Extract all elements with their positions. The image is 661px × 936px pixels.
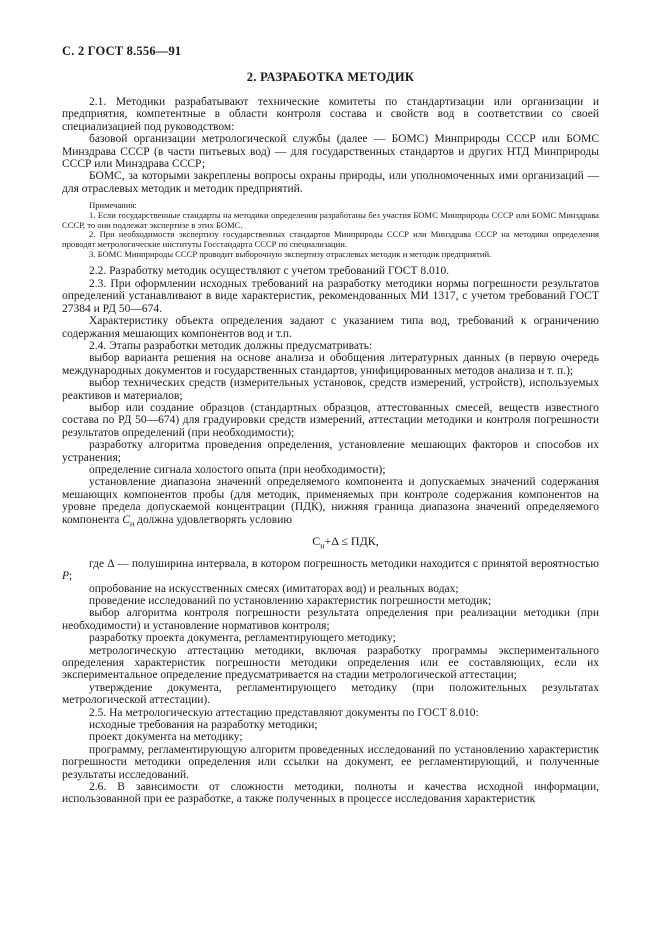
paragraph-2-4-a: выбор варианта решения на основе анализа и обобщения литературных данных (в первую очередь международных документов и государственных стандартов, унифицированных методов анализа и т. п.); (62, 352, 599, 377)
paragraph-2-3: 2.3. При оформлении исходных требований на разработку методики нормы погрешности результатов определений устанавливают в виде характеристик, рекомендованных МИ 1317, с учетом требований ГОСТ 27384 и РД 50—674. (62, 277, 599, 315)
paragraph-2-1: 2.1. Методики разрабатывают технические комитеты по стандартизации или организации и предприятия, компетентные в области контроля состава и свойств вод в соответствии со своей специализацией под руководством: (62, 96, 599, 133)
section-title: 2. РАЗРАБОТКА МЕТОДИК (246, 70, 415, 84)
paragraph-2-2: 2.2. Разработку методик осуществляют с учетом требований ГОСТ 8.010. (89, 265, 450, 278)
paragraph-2-4-f (62, 476, 599, 530)
paragraph-2-4-g-text: где Δ — полуширина интервала, в котором погрешность методики находится с принятой вероятностью (89, 557, 599, 570)
paragraph-2-4: 2.4. Этапы разработки методик должны предусматривать: (89, 339, 373, 352)
paragraph-2-4-e: определение сигнала холостого опыта (при необходимости); (89, 463, 386, 476)
paragraph-2-5: 2.5. На метрологическую аттестацию представляют документы по ГОСТ 8.010: (89, 706, 479, 719)
formula-c: С (312, 534, 321, 549)
paragraph-2-1-b: БОМС, за которыми закреплены вопросы охраны природы, или уполномоченных ими организаций — для отраслевых методик и методик предприятий. (62, 170, 599, 195)
paragraph-2-4-f-text: установление диапазона значений определяемого компонента и допускаемых значений содержания мешающих компонентов пробы (для методик, применяемых при контроле содержания компонентов на уровне предела допускаемой концентрации (ПДК), нижняя граница диапазона значений определяемого компонента (62, 476, 599, 526)
formula-rest: +Δ ≤ ПДК, (324, 534, 379, 549)
note-1: 1. Если государственные стандарты на методики определения разработаны без участия БОМС Минприроды СССР или БОМС Минздрава СССР, то они подлежат экспертизе в этих БОМС. (62, 209, 599, 230)
paragraph-2-4-f-end: должна удовлетворять условию (137, 513, 292, 526)
paragraph-2-1-a: базовой организации метрологической службы (далее — БОМС) Минприроды СССР или БОМС Минздрава СССР (в части питьевых вод) — для государственных стандартов и других НТД Минприроды СССР или Минздрава СССР; (62, 133, 599, 171)
paragraph-2-4-j: выбор алгоритма контроля погрешности результата определения при реализации методики (при необходимости) и установление нормативов контроля; (62, 607, 599, 632)
paragraph-2-4-c: выбор или создание образцов (стандартных образцов, аттестованных смесей, веществ известного состава по РД 50—674) для градуировки средств измерений, аттестации методики и контроля погрешности результатов определений (при необходимости); (62, 401, 599, 439)
symbol-p: P (62, 570, 70, 583)
paragraph-2-5-b: проект документа на методику; (89, 731, 243, 744)
paragraph-2-4-h: опробование на искусственных смесях (имитаторах вод) и реальных водах; (89, 582, 459, 595)
paragraph-2-4-d: разработку алгоритма проведения определения, установление мешающих факторов и способов их устранения; (62, 439, 599, 464)
paragraph-2-3-a: Характеристику объекта определения задают с указанием типа вод, требований к ограничению содержания мешающих компонентов вод и т.п. (62, 315, 599, 340)
paragraph-2-4-b: выбор технических средств (измерительных установок, средств измерений, устройств), используемых реактивов и материалов; (62, 377, 599, 402)
paragraph-2-4-m: утверждение документа, регламентирующего методику (при положительных результатах метрологической аттестации). (62, 681, 599, 707)
symbol-c-subscript: н (129, 518, 135, 528)
paragraph-2-4-g (62, 558, 599, 583)
paragraph-2-4-i: проведение исследований по установлению характеристик погрешности методик; (89, 594, 492, 607)
paragraph-2-5-a: исходные требования на разработку методики; (89, 718, 318, 731)
paragraph-2-5-c: программу, регламентирующую алгоритм проведенных исследований по установлению характеристик погрешности методики определения или ссылки на документ, ее регламентирующий, и полученные результаты исследований. (62, 743, 599, 781)
note-3: 3. БОМС Минприроды СССР проводит выборочную экспертизу отраслевых методик и методик предприятий. (89, 248, 492, 259)
symbol-c: С (122, 513, 130, 526)
formula-subscript: н (320, 541, 325, 551)
formula-condition (62, 532, 599, 555)
paragraph-2-6: 2.6. В зависимости от сложности методики, полноты и качества исходной информации, использованной при ее разработке, а также полученных в процессе исследования характеристик (62, 781, 599, 806)
notes-title: Примечания: (89, 200, 137, 211)
paragraph-2-4-k: разработку проекта документа, регламентирующего методику; (89, 632, 396, 645)
document-body (62, 96, 599, 806)
paragraph-2-4-l: метрологическую аттестацию методики, включая разработку программы экспериментального определения характеристик погрешности методики определения или ее составляющих, если их экспериментальное определение предусматривается на стадии метрологической аттестации; (62, 644, 599, 682)
paragraph-2-4-g-end: ; (69, 570, 73, 583)
note-2: 2. При необходимости экспертизу государственных стандартов Минприроды СССР или Минздрава СССР на методики определения проводят метрологические институты Госстандарта СССР по специализации. (62, 229, 599, 250)
page-header: С. 2 ГОСТ 8.556—91 (62, 44, 182, 58)
